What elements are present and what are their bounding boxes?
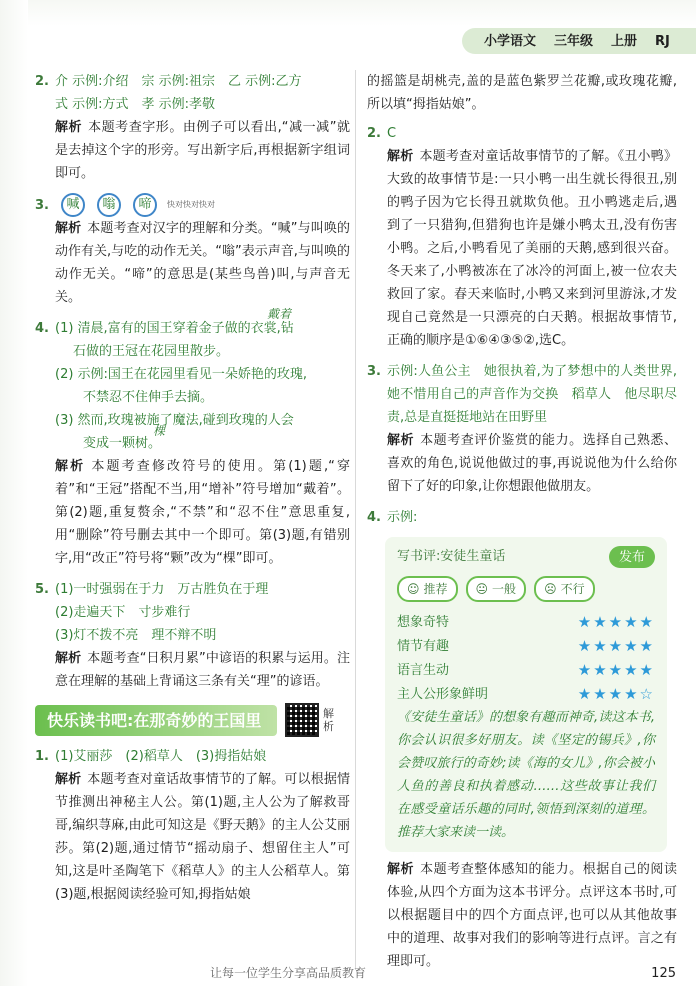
analysis-text: 本题考查字形。由例子可以看出,“减一减”就是去掉这个字的形旁。写出新字后,再根据新字组词即可。 bbox=[55, 120, 350, 181]
column-divider bbox=[355, 70, 356, 970]
rating-choice-row bbox=[397, 576, 655, 602]
header-subject: 小学语文 bbox=[484, 33, 537, 49]
reading-question-1 bbox=[35, 745, 350, 906]
average-button[interactable] bbox=[466, 576, 527, 602]
question-number: 4. bbox=[35, 321, 49, 336]
question-2 bbox=[35, 70, 350, 185]
right-column bbox=[367, 70, 677, 981]
analysis-label: 解析 bbox=[55, 772, 82, 787]
star-rating[interactable]: ★★★★★ bbox=[577, 612, 655, 631]
smile-icon: ☺ bbox=[407, 582, 420, 596]
answer-char: 嗡 bbox=[97, 193, 121, 217]
question-3 bbox=[35, 193, 350, 309]
reading-question-4 bbox=[367, 506, 677, 973]
header-strip bbox=[0, 0, 696, 26]
analysis-label: 解析 bbox=[55, 221, 82, 236]
not-good-button[interactable] bbox=[534, 576, 595, 602]
question-number: 3. bbox=[367, 364, 381, 379]
page-margin bbox=[0, 0, 28, 986]
answer-char: 啼 bbox=[133, 193, 157, 217]
rating-row bbox=[397, 682, 655, 706]
answer-line: 示例: bbox=[387, 510, 418, 525]
answer-char: 喊 bbox=[61, 193, 85, 217]
continued-text: 的摇篮是胡桃壳,盖的是蓝色紫罗兰花瓣,或玫瑰花瓣,所以填“拇指姑娘”。 bbox=[367, 74, 677, 112]
answer-line: 不禁忍不住伸手去摘。 bbox=[83, 390, 214, 405]
star-rating[interactable]: ★★★★★ bbox=[577, 636, 655, 655]
analysis-text: 本题考查“日积月累”中谚语的积累与运用。注意在理解的基础上背诵这三条有关“理”的谚语。 bbox=[55, 651, 350, 689]
frown-icon: ☹ bbox=[544, 582, 557, 596]
analysis-text: 本题考查对童话故事情节的了解。《丑小鸭》大致的故事情节是:一只小鸭一出生就长得很丑,别的鸭子因为它长得丑就欺负他。丑小鸭逃走后,遇到了一只猎狗,但猎狗也许是嫌小鸭太丑,没有伤害小鸭。之后,小鸭看见了美丽的天鹅,感到很兴奋。冬天来了,小鸭被冻在了冰冷的河面上,被一位农夫救回了家。春天来临时,小鸭又来到河里游泳,才发现自己竟然是一只漂亮的白天鹅。根据故事情节,正确的顺序是①⑥④③⑤②,选C。 bbox=[387, 149, 677, 348]
question-number: 3. bbox=[35, 197, 49, 213]
rating-label: 语言生动 bbox=[397, 662, 450, 678]
qr-label: 解析 bbox=[323, 707, 334, 733]
answer-line: (2)走遍天下 寸步难行 bbox=[55, 605, 191, 620]
answer-line: (3)灯不拨不亮 理不辩不明 bbox=[55, 628, 217, 643]
average-label: 一般 bbox=[492, 582, 517, 596]
rating-label: 主人公形象鲜明 bbox=[397, 686, 489, 702]
review-card-title: 写书评:安徒生童话 bbox=[397, 549, 506, 564]
footer-slogan: 让每一位学生分享高品质教育 bbox=[210, 966, 367, 980]
correction-mark: 棵 bbox=[153, 424, 166, 438]
neutral-face-icon: 😐 bbox=[475, 582, 489, 596]
star-rating[interactable]: ★★★★☆ bbox=[577, 684, 655, 703]
analysis-text: 本题考查修改符号的使用。第(1)题,“穿着”和“王冠”搭配不当,用“增补”符号增加“戴着”。第(2)题,重复赘余,“不禁”和“忍不住”意思重复,用“删除”符号删去其中一个即可。第(3)题,有错别字,用“改正”符号将“颗”改为“棵”即可。 bbox=[55, 459, 350, 566]
reading-question-2 bbox=[367, 122, 677, 352]
left-column bbox=[35, 70, 350, 914]
analysis-text: 本题考查整体感知的能力。根据自己的阅读体验,从四个方面为这本书评分。点评这本书时,可以根据题目中的四个方面点评,也可以从其他故事中的道理、故事对我们的影响等进行点评。言之有理即可。 bbox=[387, 862, 677, 969]
answer-line: 介 示例:介绍 宗 示例:祖宗 乙 示例:乙方 bbox=[55, 74, 302, 89]
analysis-text: 本题考查对汉字的理解和分类。“喊”与叫唤的动作有关,与吃的动作无关。“嗡”表示声音,与叫唤的动作无关。“啼”的意思是(某些鸟兽)叫,与声音无关。 bbox=[55, 221, 350, 305]
rating-row bbox=[397, 610, 655, 634]
answer-line: 式 示例:方式 孝 示例:孝敬 bbox=[55, 97, 216, 112]
section-title-text: 快乐读书吧:在那奇妙的王国里 bbox=[35, 705, 277, 736]
analysis-label: 解析 bbox=[55, 120, 83, 135]
answer-line: (1)一时强弱在于力 万古胜负在于理 bbox=[55, 582, 269, 597]
answer-line: 石做的王冠在花园里散步。 bbox=[73, 344, 230, 359]
analysis-label: 解析 bbox=[55, 651, 82, 666]
review-text: 《安徒生童话》的想象有趣而神奇,读这本书,你会认识很多好朋友。读《坚定的锡兵》,你会赞叹旅行的奇妙;读《海的女儿》,你会被小人鱼的善良和执着感动……这些故事让我们在感受童话乐趣的同时,领悟到深刻的道理。推荐大家来读一读。 bbox=[397, 710, 655, 840]
header-grade: 三年级 bbox=[554, 33, 594, 49]
answer-line: C bbox=[387, 126, 397, 141]
analysis-label: 解析 bbox=[387, 862, 415, 877]
answer-line: (3) 然而,玫瑰被施了魔法,碰到玫瑰的人会 bbox=[55, 413, 294, 428]
answer-line: (1)艾丽莎 (2)稻草人 (3)拇指姑娘 bbox=[55, 749, 267, 764]
recommend-label: 推荐 bbox=[423, 582, 448, 596]
qr-code-icon[interactable] bbox=[285, 703, 319, 737]
header-edition: RJ bbox=[655, 33, 670, 49]
question-4 bbox=[35, 307, 350, 570]
analysis-text: 本题考查对童话故事情节的了解。可以根据情节推测出神秘主人公。第(1)题,主人公为了解救哥哥,编织荨麻,由此可知这是《野天鹅》的主人公艾丽莎。第(2)题,通过情节“摇动扇子、想留住主人”可知,这是叶圣陶笔下《稻草人》的主人公稻草人。第(3)题,根据阅读经验可知,拇指姑娘 bbox=[55, 772, 350, 902]
book-review-card bbox=[385, 537, 667, 852]
answer-line: 示例:人鱼公主 她很执着,为了梦想中的人类世界,她不惜用自己的声音作为交换 稻草人 他尽职尽责,总是直挺挺地站在田野里 bbox=[387, 364, 677, 425]
not-good-label: 不行 bbox=[560, 582, 585, 596]
analysis-label: 解析 bbox=[387, 149, 414, 164]
page-header bbox=[462, 28, 696, 54]
question-number: 5. bbox=[35, 582, 49, 597]
rating-row bbox=[397, 658, 655, 682]
correction-mark: 戴着 bbox=[267, 307, 292, 321]
question-number: 2. bbox=[367, 126, 381, 141]
question-number: 2. bbox=[35, 74, 49, 89]
page-number: 125 bbox=[651, 966, 676, 981]
question-5 bbox=[35, 578, 350, 693]
analysis-label: 解析 bbox=[55, 459, 86, 474]
answer-line: (1) 清晨,富有的国王穿着金子做的衣裳,钻 bbox=[55, 321, 294, 336]
reading-question-3 bbox=[367, 360, 677, 498]
recommend-button[interactable] bbox=[397, 576, 458, 602]
watermark-note: 快对快对快对 bbox=[167, 200, 215, 209]
section-title bbox=[35, 703, 350, 737]
analysis-text: 本题考查评价鉴赏的能力。选择自己熟悉、喜欢的角色,说说他做过的事,再说说他为什么给你留下了好的印象,让你想跟他做朋友。 bbox=[387, 433, 677, 494]
question-number: 1. bbox=[35, 749, 49, 764]
answer-line: 变成一颗树。 bbox=[83, 436, 162, 451]
star-rating[interactable]: ★★★★★ bbox=[577, 660, 655, 679]
rating-label: 情节有趣 bbox=[397, 638, 450, 654]
header-volume: 上册 bbox=[611, 33, 638, 49]
analysis-label: 解析 bbox=[387, 433, 415, 448]
question-number: 4. bbox=[367, 510, 381, 525]
publish-button[interactable]: 发布 bbox=[609, 546, 655, 568]
rating-label: 想象奇特 bbox=[397, 614, 450, 630]
answer-line: (2) 示例:国王在花园里看见一朵娇艳的玫瑰, bbox=[55, 367, 308, 382]
rating-row bbox=[397, 634, 655, 658]
